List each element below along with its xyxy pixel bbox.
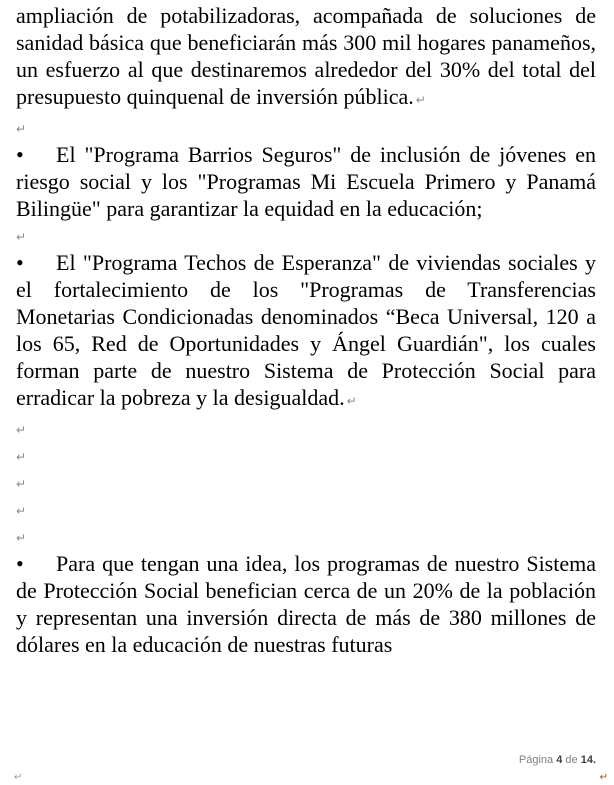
paragraph: ampliación de potabilizadoras, acompañada de soluciones de sanidad básica que beneficiarán más 300 mil hogares panameños, un esfuerzo al que destinaremos alrededor del 30% del total del presupuesto quinquenal de inversión pública. ↵ xyxy=(16,3,596,109)
empty-paragraph xyxy=(16,114,596,141)
bullet-item: • El "Programa Barrios Seguros" de inclusión de jóvenes en riesgo social y los "Programas Mi Escuela Primero y Panamá Bilingüe" para garantizar la equidad en la educación; xyxy=(16,142,596,221)
footer-paragraph-mark-icon: ↵ xyxy=(14,772,23,783)
paragraph-mark-icon: ↵ xyxy=(16,531,27,545)
current-page: 4 xyxy=(556,754,563,766)
paragraph-mark-icon: ↵ xyxy=(16,477,27,491)
paragraph-mark-icon: ↵ xyxy=(415,93,426,107)
paragraph-mark-icon: ↵ xyxy=(16,504,27,518)
bullet-icon: • xyxy=(16,551,24,576)
bullet-item: • Para que tengan una idea, los programas de nuestro Sistema de Protección Social benefician cerca de un 20% de la población y representan una inversión directa de más de 380 millones de dólares en la educación de nuestras futuras xyxy=(16,551,596,657)
total-pages: 14. xyxy=(580,754,596,766)
paragraph-mark-icon: ↵ xyxy=(16,122,27,136)
empty-paragraph xyxy=(16,496,596,523)
empty-paragraph xyxy=(16,442,596,469)
empty-paragraph xyxy=(16,415,596,442)
paragraph-mark-icon: ↵ xyxy=(16,423,27,437)
paragraph-mark-icon: ↵ xyxy=(16,450,27,464)
bullet-icon: • xyxy=(16,142,24,167)
paragraph-mark-icon: ↵ xyxy=(16,230,27,244)
empty-paragraph xyxy=(16,222,596,249)
empty-paragraph xyxy=(16,523,596,550)
paragraph-mark-icon: ↵ xyxy=(346,394,357,408)
footer-paragraph-mark-icon: ↵ xyxy=(599,772,608,783)
document-body[interactable] xyxy=(16,2,596,658)
bullet-item: • El "Programa Techos de Esperanza" de viviendas sociales y el fortalecimiento de los "Programas de Transferencias Monetarias Condicionadas denominados “Beca Universal, 120 a los 65, Red de Oportunidades y Ángel Guardián", los cuales forman parte de nuestro Sistema de Protección Social para erradicar la pobreza y la desigualdad. ↵ xyxy=(16,250,596,410)
empty-paragraph xyxy=(16,469,596,496)
page-number-footer: Página 4 de 14. xyxy=(518,754,596,766)
bullet-icon: • xyxy=(16,250,24,275)
